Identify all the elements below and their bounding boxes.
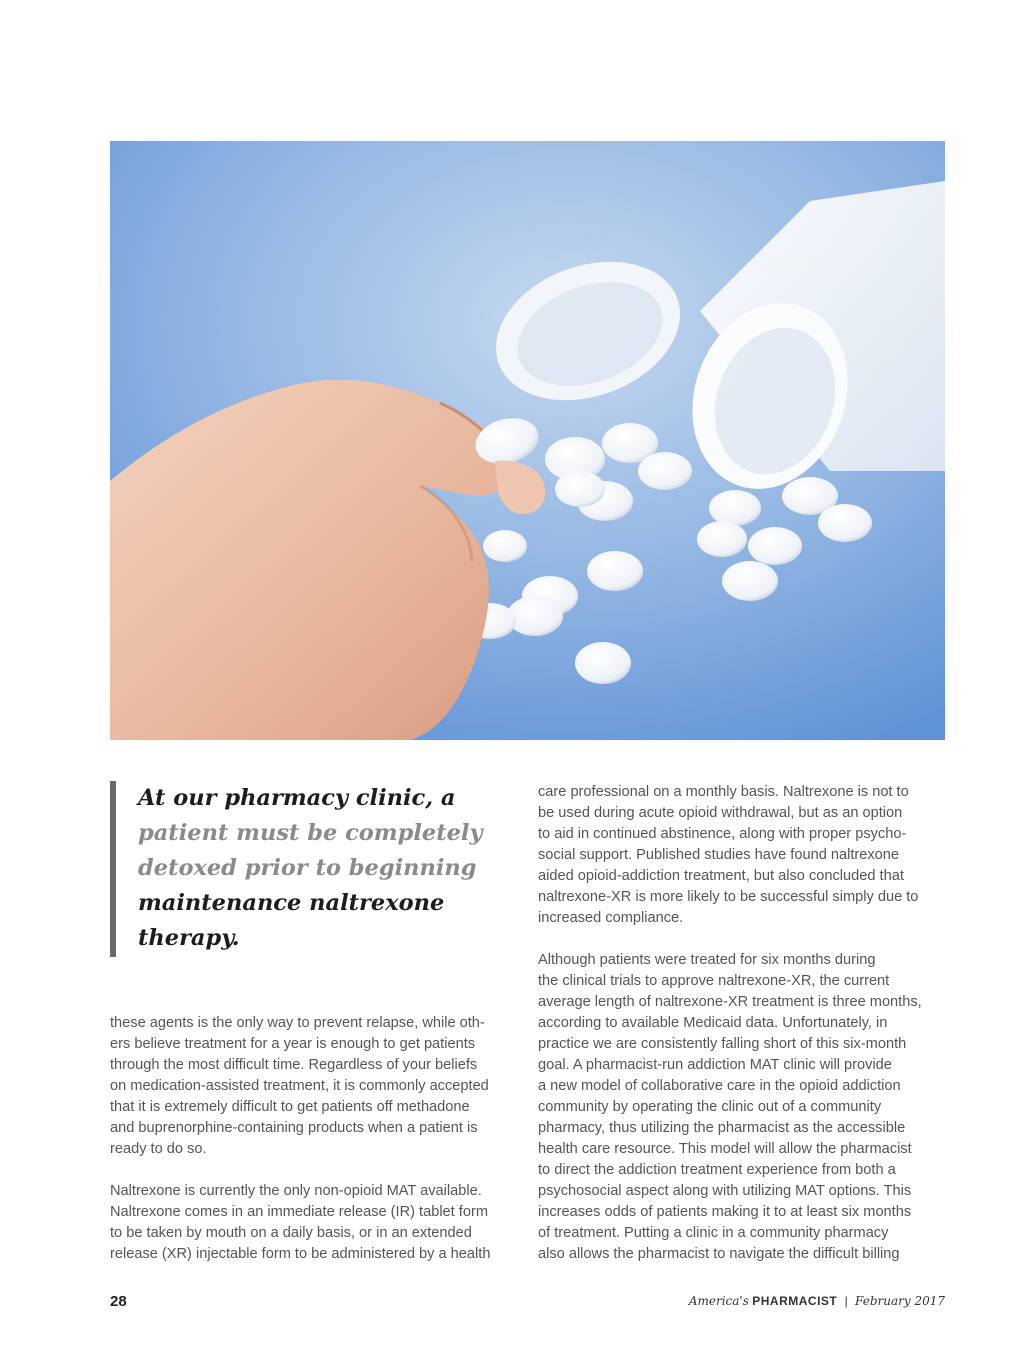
- text-line: average length of naltrexone-XR treatment is three months,: [538, 994, 922, 1010]
- body-paragraph: [110, 1181, 520, 1265]
- text-line: community by operating the clinic out of a community: [538, 1099, 882, 1115]
- text-line: and buprenorphine-containing products when a patient is: [110, 1120, 478, 1136]
- text-line: the clinical trials to approve naltrexone-XR, the current: [538, 973, 890, 989]
- text-line: health care resource. This model will allow the pharmacist: [538, 1141, 912, 1157]
- publication-prefix: America's: [688, 1294, 749, 1308]
- body-paragraph: [538, 782, 948, 929]
- body-paragraph: [538, 950, 948, 1265]
- pull-quote-line: maintenance naltrexone: [138, 890, 445, 916]
- text-line: on medication-assisted treatment, it is commonly accepted: [110, 1078, 489, 1094]
- text-line: also allows the pharmacist to navigate the difficult billing: [538, 1246, 900, 1262]
- pull-quote: [110, 781, 510, 957]
- text-line: ready to do so.: [110, 1141, 207, 1157]
- text-line: pharmacy, thus utilizing the pharmacist as the accessible: [538, 1120, 906, 1136]
- publication-name: PHARMACIST: [752, 1294, 838, 1308]
- text-line: to be taken by mouth on a daily basis, or in an extended: [110, 1225, 472, 1241]
- body-column-left: [110, 1013, 520, 1265]
- text-line: practice we are consistently falling short of this six-month: [538, 1036, 907, 1052]
- text-line: these agents is the only way to prevent relapse, while oth-: [110, 1015, 485, 1031]
- text-line: to aid in continued abstinence, along with proper psycho-: [538, 826, 907, 842]
- text-line: Naltrexone comes in an immediate release (IR) tablet form: [110, 1204, 488, 1220]
- pull-quote-line: therapy.: [138, 925, 240, 951]
- pull-quote-line: patient must be completely: [138, 820, 483, 846]
- text-line: Naltrexone is currently the only non-opioid MAT available.: [110, 1183, 482, 1199]
- page-number: 28: [110, 1293, 127, 1310]
- text-line: ers believe treatment for a year is enough to get patients: [110, 1036, 476, 1052]
- running-footer: [689, 1294, 945, 1308]
- text-line: care professional on a monthly basis. Naltrexone is not to: [538, 784, 909, 800]
- text-line: aided opioid-addiction treatment, but also concluded that: [538, 868, 904, 884]
- text-line: psychosocial aspect along with utilizing MAT options. This: [538, 1183, 912, 1199]
- pull-quote-line: detoxed prior to beginning: [138, 855, 477, 881]
- text-line: of treatment. Putting a clinic in a community pharmacy: [538, 1225, 889, 1241]
- body-column-right: [538, 782, 948, 1265]
- pull-quote-line: At our pharmacy clinic, a: [138, 785, 456, 811]
- text-line: increased compliance.: [538, 910, 684, 926]
- text-line: social support. Published studies have found naltrexone: [538, 847, 900, 863]
- footer-separator: |: [844, 1294, 848, 1308]
- text-line: through the most difficult time. Regardless of your beliefs: [110, 1057, 478, 1073]
- issue-date: February 2017: [855, 1294, 945, 1308]
- text-line: naltrexone-XR is more likely to be successful simply due to: [538, 889, 919, 905]
- text-line: Although patients were treated for six months during: [538, 952, 876, 968]
- article-photo: [110, 141, 945, 740]
- text-line: a new model of collaborative care in the opioid addiction: [538, 1078, 901, 1094]
- text-line: according to available Medicaid data. Unfortunately, in: [538, 1015, 888, 1031]
- text-line: to direct the addiction treatment experience from both a: [538, 1162, 896, 1178]
- text-line: that it is extremely difficult to get patients off methadone: [110, 1099, 470, 1115]
- text-line: be used during acute opioid withdrawal, but as an option: [538, 805, 903, 821]
- pills-hand-illustration: [110, 141, 945, 740]
- text-line: release (XR) injectable form to be administered by a health: [110, 1246, 491, 1262]
- text-line: goal. A pharmacist-run addiction MAT clinic will provide: [538, 1057, 892, 1073]
- text-line: increases odds of patients making it to at least six months: [538, 1204, 912, 1220]
- body-paragraph: [110, 1013, 520, 1160]
